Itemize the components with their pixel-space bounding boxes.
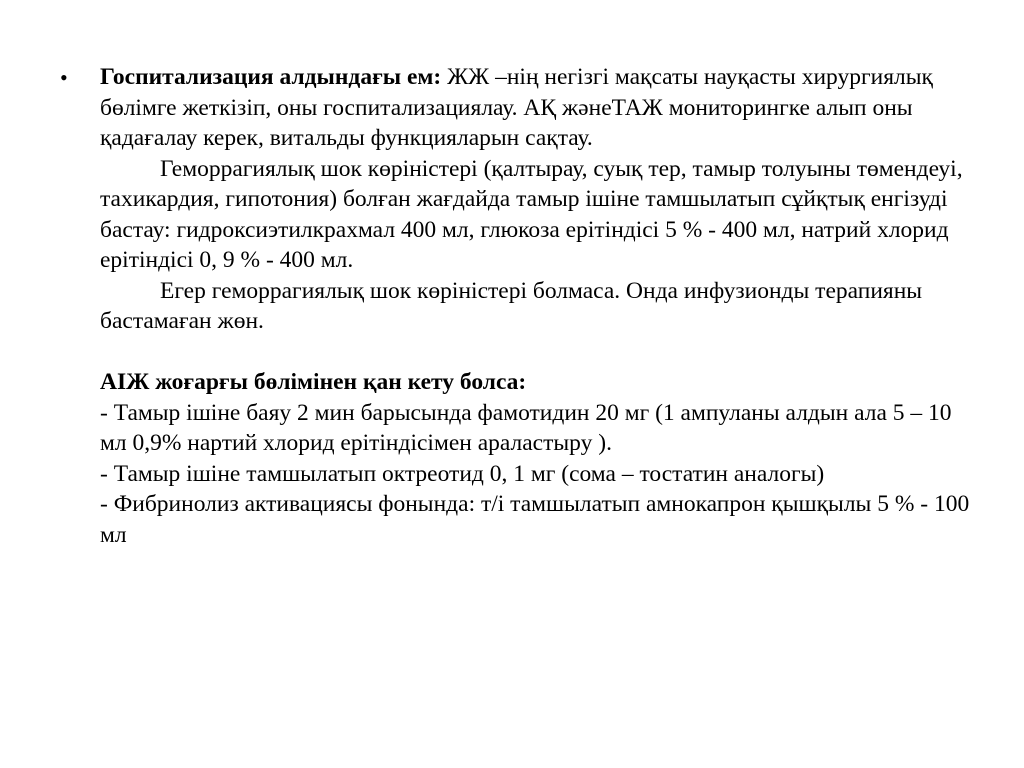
list-item-aminocaproic: - Фибринолиз активациясы фонында: т/і тамшылатып амнокапрон қышқылы 5 % - 100 мл: [100, 491, 970, 548]
slide-body: [100, 62, 970, 550]
list-item-octreotide: - Тамыр ішіне тамшылатып октреотид 0, 1 мг (сома – тостатин аналогы): [100, 460, 825, 487]
paragraph-hemorrhagic-shock: Геморрагиялық шок көріністері (қалтырау, суық тер, тамыр толуыны төмендеуі, тахикардия, гипотония) болған жағдайда тамыр ішіне тамшылатып сұйқтық енгізуді бастау: гидроксиэтилкрахмал 400 мл, глюкоза ерітіндісі 5 % - 400 мл, натрий хлорид ерітіндісі 0, 9 % - 400 мл.: [100, 155, 963, 273]
intro-text: ЖЖ –нің негізгі мақсаты науқасты хирургиялық бөлімге жеткізіп, оны госпитализациялау. АҚ жәнеТАЖ мониторингке алып оны қадағалау керек, витальды функцияларын сақтау.: [100, 64, 933, 151]
bullet-marker: •: [60, 65, 68, 90]
spacer: [100, 337, 970, 368]
heading-upper-gi-bleeding: [100, 367, 970, 398]
list-item-famotidine: - Тамыр ішіне баяу 2 мин барысында фамотидин 20 мг (1 ампуланы алдын ала 5 – 10 мл 0,9% нартий хлорид ерітіндісімен араластыру ).: [100, 399, 952, 456]
heading-prehospital: Госпитализация алдындағы ем:: [100, 64, 442, 90]
paragraph-no-shock: Егер геморрагиялық шок көріністері болмаса. Онда инфузионды терапияны бастамаған жөн.: [100, 277, 923, 334]
paragraph-intro: [100, 62, 970, 154]
heading-upper-gi-text: АІЖ жоғарғы бөлімінен қан кету болса:: [100, 369, 527, 395]
